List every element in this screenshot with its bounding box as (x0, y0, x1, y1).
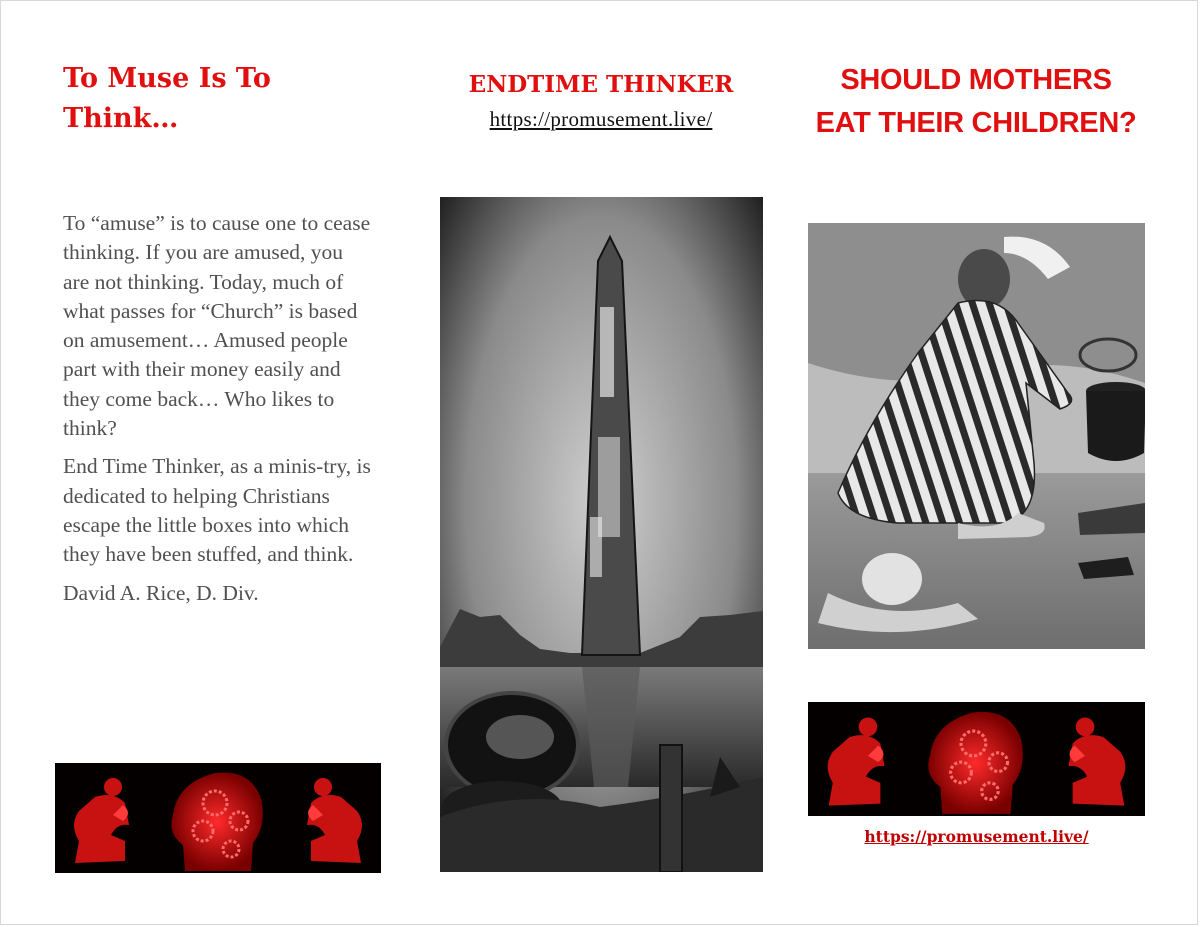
left-panel-body (63, 209, 373, 617)
right-panel-title (791, 59, 1161, 145)
thinker-statue-right-icon (1069, 718, 1126, 806)
thinker-strip-image (55, 763, 381, 873)
obelisk-photo (440, 197, 763, 872)
thinker-statue-left-icon (828, 718, 885, 806)
woman-cooking-photo (808, 223, 1145, 649)
center-panel-title: ENDTIME THINKER (468, 71, 734, 98)
gear-head-icon (928, 712, 1023, 814)
thinker-statue-right-icon (307, 778, 362, 863)
website-link[interactable]: https://promusement.live/ (489, 107, 713, 131)
thinker-statue-left-icon (74, 778, 129, 863)
left-panel-title: To Muse Is To Think… (63, 63, 271, 134)
thinker-strip-image-right (808, 702, 1145, 816)
ministry-paragraph: End Time Thinker, as a minis-try, is dedicated to helping Christians escape the little boxes into which they have been stuffed, and think. (63, 454, 371, 567)
website-link-bottom[interactable]: https://promusement.live/ (864, 827, 1089, 846)
right-title-line-1: SHOULD MOTHERS (840, 64, 1112, 96)
intro-paragraph: To “amuse” is to cause one to cease thinking. If you are amused, you are not thinking. Today, much of what passes for “Church” is based on amusement… Amused people part with their money easily and they come back… Who likes to think? (63, 211, 371, 441)
gear-head-icon (171, 773, 262, 871)
author-signature: David A. Rice, D. Div. (63, 580, 259, 605)
right-title-line-2: EAT THEIR CHILDREN? (815, 107, 1137, 139)
